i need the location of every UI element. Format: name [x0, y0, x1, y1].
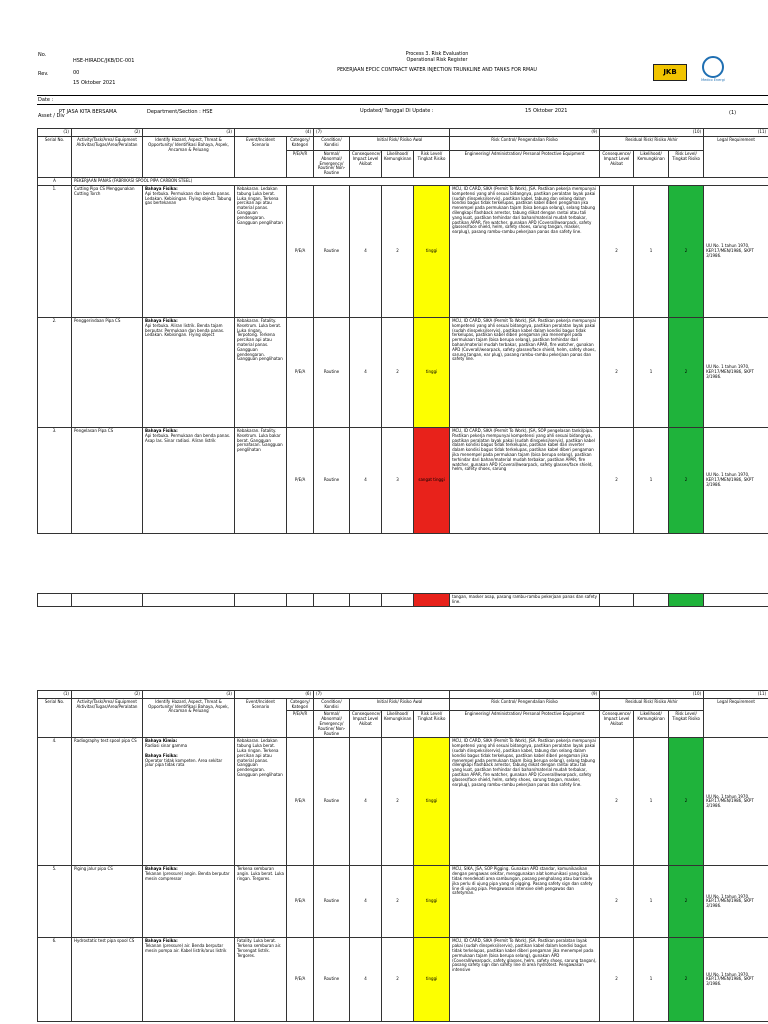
- col-num: (2): [72, 129, 143, 137]
- row-legal: UU No. 1 tahun 1970, KEP.17/MEN/1986, SKPT 3/1986.: [704, 938, 768, 1022]
- row-category: P/E/A: [287, 938, 314, 1022]
- risk-register-table-1: [37, 128, 768, 534]
- header-residual-consequence: Consequence/ Impact Level Akibat: [600, 151, 634, 178]
- row-legal: UU No. 1 tahun 1970, KEP.17/MEN/1986, SKPT 3/1986.: [704, 866, 768, 938]
- row-event: Kebakaran. Fatality. Kesetrum. Luka bakar berat. Gangguan pernafasan. Gangguan penglihatan: [235, 427, 287, 533]
- row-controls: MCU, ID CARD, SIKA (Permit To Work), JSA. Pastikan pekerja mempunyai kompetensi yang ahli sesuai bidangnya, pastikan peralatan layak pakai (sudah dinspeksi/servis), pastikan kabel, tabung dan selang dalam kondisi bagus tidak terkelupas, pastikan kabel diberi pengaman jika menempel pada permukaan tajam (bisa berupa selang), selang tabung dilengkapi flashback arrestor, tabung diikat dengan rantai atau tali yang kuat, pastikan terhindar dari bahan/material mudah terbakar, pastikan APAR, fire watcher, gunakan APD (Coverall/wearpack, safety glasses/face shield, helm, safety shoes, sarung tangan, masker, earplug), pasang rambu-rambu pekerjaan panas dan safety line.: [450, 185, 600, 317]
- row-consequence: 4: [350, 866, 382, 938]
- col-num: (9): [450, 691, 600, 699]
- header-condition: Condition/ Kondisi: [314, 698, 350, 711]
- row-risk-level: tinggi: [414, 317, 450, 427]
- row-residual-consequence: 2: [600, 938, 634, 1022]
- hazard-type: Bahaya Fisika:: [145, 317, 178, 323]
- row-activity: Piging jalur pipa CS: [72, 866, 143, 938]
- row-condition: Routine: [314, 427, 350, 533]
- table-row: [38, 738, 768, 866]
- medco-logo-text: Medco Energi: [701, 78, 725, 82]
- row-likelihood: 3: [382, 427, 414, 533]
- header-residual-risk: Residual Risk/ Risiko Akhir: [600, 698, 704, 711]
- row-hazard: [143, 427, 235, 533]
- col-num: (4): [235, 129, 314, 137]
- table-row: [38, 317, 768, 427]
- header-divider: [37, 95, 768, 96]
- col-num: (1): [38, 691, 72, 699]
- row-likelihood: 2: [382, 185, 414, 317]
- col-num: (10): [600, 691, 704, 699]
- updated-label: Updated/ Tanggal Di Update :: [360, 108, 434, 114]
- row-activity: Penggerindaan Pipa CS: [72, 317, 143, 427]
- row-category: P/E/A: [287, 185, 314, 317]
- row-condition: Routine: [314, 185, 350, 317]
- row-residual-risk: 2: [669, 738, 704, 866]
- row-risk-level: tinggi: [414, 185, 450, 317]
- row-residual-risk: 2: [669, 866, 704, 938]
- row-residual-likelihood: 1: [634, 866, 669, 938]
- header-legal: Legal Requirement: [704, 698, 768, 738]
- hazard-type: Bahaya Fisika:: [145, 866, 178, 872]
- row-residual-risk: 2: [669, 427, 704, 533]
- row-risk-level: sangat tinggi: [414, 427, 450, 533]
- asset-label: Asset / Div: [38, 113, 65, 119]
- row-residual-consequence: 2: [600, 738, 634, 866]
- table-row: [38, 427, 768, 533]
- document-page: [37, 0, 768, 1024]
- header-consequence: Consequence/ Impact Level Akibat: [350, 151, 382, 178]
- row-consequence: 4: [350, 938, 382, 1022]
- jkb-logo: JKB: [653, 64, 687, 81]
- row-residual-risk: 2: [669, 938, 704, 1022]
- col-num: (6): [235, 691, 314, 699]
- rev-value: 00: [73, 70, 80, 76]
- row-likelihood: 2: [382, 317, 414, 427]
- row-category: P/E/A: [287, 866, 314, 938]
- header-hazard: Identify Hazard, Aspect, Threat & Opportunity/ Identifikasi Bahaya, Aspek, Ancaman & Peluang: [143, 698, 235, 738]
- section-code: A: [38, 177, 72, 185]
- row-event: Kebakaran. Ledakan tabung Luka berat. Luka ringan. Terkena percikan api atau material panas. Gangguan pendengaran. Gangguan penglihatan: [235, 185, 287, 317]
- row-event: Kebakaran. Ledakan tabung Luka berat. Luka ringan. Terkena percikan api atau material panas. Gangguan pendengaran. Gangguan penglihatan: [235, 738, 287, 866]
- header-category: Category/ Kategori: [287, 698, 314, 711]
- header-controls-sub: Engineering/ Administration/ Personal Protective Equipment: [450, 151, 600, 178]
- hazard-type: Bahaya Kimia:: [145, 738, 178, 744]
- row-condition: Routine: [314, 317, 350, 427]
- row-hazard: [143, 738, 235, 866]
- row-risk-level: tinggi: [414, 938, 450, 1022]
- row-likelihood: 2: [382, 866, 414, 938]
- row-likelihood: 2: [382, 938, 414, 1022]
- header-risk-level: Risk Level/ Tingkat Risiko: [414, 711, 450, 738]
- header-residual-risk-level: Risk Level/ Tingkat Risiko: [669, 711, 704, 738]
- row-serial: 5.: [38, 866, 72, 938]
- row-residual-consequence: 2: [600, 427, 634, 533]
- row-risk-level: tinggi: [414, 738, 450, 866]
- row-residual-risk: 2: [669, 317, 704, 427]
- rev-date: 15 Oktober 2021: [73, 80, 116, 86]
- header-condition: Condition/ Kondisi: [314, 137, 350, 151]
- row-category: P/E/A: [287, 317, 314, 427]
- col-num: (1): [38, 129, 72, 137]
- row-event: Kebakaran. Fatality. Kesetrum. Luka berat. Luka ringan. Terpotong. Terkena percikan api atau material panas. Gangguan pendengaran. Gangguan penglihatan: [235, 317, 287, 427]
- row-serial: 4.: [38, 738, 72, 866]
- row-risk-level: [414, 594, 450, 607]
- risk-register-table-2: [37, 690, 768, 1022]
- row-residual-consequence: 2: [600, 317, 634, 427]
- col-num: (3): [143, 691, 235, 699]
- header-event: Event/Incident Scenario: [235, 137, 287, 178]
- header-likelihood: Likelihood/ Kemungkinan: [382, 151, 414, 178]
- rev-label: Rev.: [38, 71, 49, 77]
- table-row: [38, 185, 768, 317]
- row-hazard: [143, 185, 235, 317]
- department: Department/Section : HSE: [147, 109, 213, 115]
- header-activity: Activity/Task/Area/ Equipment Aktivitas/Tugas/Area/Peralatan: [72, 698, 143, 738]
- row-condition: Routine: [314, 938, 350, 1022]
- row-hazard: [143, 317, 235, 427]
- hazard-type: Bahaya Fisika:: [145, 752, 178, 758]
- hazard-list: Operator tidak kompeten. Area sekitar jalur pipa tidak rata: [145, 757, 223, 768]
- row-legal: UU No. 1 tahun 1970, KEP.17/MEN/1986, SKPT 3/1986.: [704, 738, 768, 866]
- page-number: (1): [729, 110, 737, 116]
- row-controls: MCU, SIKA, JSA, SOP Pigging. Gunakan APD standar, komunikasikan dengan pengawas sekitar, menggunakan alat komunikasi yang baik, tidak mendekati area sambungan, pasang penghalang atau barricade jika perlu di ujung pipa yang di pigging. Pasang safety sign dan safety line di ujung pipa. Pengawasan intensive oleh pengawas dan safetyman.: [450, 866, 600, 938]
- doc-no-value: HSE-HIRADC/JKB/DC-001: [73, 58, 135, 64]
- row-legal: UU No. 1 tahun 1970, KEP.17/MEN/1986, SKPT 3/1986.: [704, 185, 768, 317]
- title-line-1: Process 3. Risk Evaluation: [405, 52, 469, 57]
- col-num: (9): [450, 129, 600, 137]
- header-residual-risk-level: Risk Level/ Tingkat Risiko: [669, 151, 704, 178]
- title-line-2: Operational Risk Register: [406, 57, 468, 63]
- row-consequence: 4: [350, 317, 382, 427]
- row-hazard: [143, 938, 235, 1022]
- header-controls-sub: Engineering/ Administration/ Personal Protective Equipment: [450, 711, 600, 738]
- header-activity: Activity/Task/Area/ Equipment Aktivitas/Tugas/Area/Peralatan: [72, 137, 143, 178]
- row-residual-likelihood: 1: [634, 185, 669, 317]
- row-residual-consequence: 2: [600, 866, 634, 938]
- row-event: Fatality. Luka berat. Terkena semburan air. Tersengat listrik. Tergores.: [235, 938, 287, 1022]
- row-legal: UU No. 1 tahun 1970, KEP.17/MEN/1986, SKPT 3/1986.: [704, 317, 768, 427]
- row-activity: Pengelasan Pipa CS: [72, 427, 143, 533]
- header-residual-consequence: Consequence/ Impact Level Akibat: [600, 711, 634, 738]
- header-initial-risk: Initial Risk/ Risiko Awal: [350, 137, 450, 151]
- section-row: [38, 177, 768, 185]
- col-num: (7): [314, 691, 450, 699]
- row-category: P/E/A: [287, 427, 314, 533]
- row-controls: MCU, ID CARD, SIKA (Permit To Work), JSA, SOP pengelasan tanki/pipa. Pastikan pekerja mempunyai kompetensi yang ahli sesuai bidangnya, pastikan peralatan layak pakai (sudah dinspeksi/servis), pastikan kabel dalam kondisi bagus tidak terkelupas, pastikan kabel dan inverter dalam kondisi bagus tidak terkelupas, pastikan kabel diberi pengaman jika menempel pada permukaan tajam (bisa berupa selang), pastikan terhindar dari bahan/material mudah terbakar, pastikan APAR, fire watcher, gunakan APD (Coverall/wearpack, safety glasses/face shield, helm, safety shoes, sarung: [450, 427, 600, 533]
- hazard-type: Bahaya Fisika:: [145, 938, 178, 944]
- row-controls: MCU, ID CARD, SIKA (Permit To Work), JSA. Pastikan pekerja mempunyai kompetensi yang ahli sesuai bidangnya, pastikan peralatan layak pakai (sudah dinspeksi/servis), pastikan kabel, tabung dan selang dalam kondisi bagus tidak terkelupas, pastikan kabel diberi pengaman jika menempel pada permukaan tajam (bisa berupa selang), selang tabung dilengkapi flashback arrestor, tabung diikat dengan rantai atau tali yang kuat, pastikan terhindar dari bahan/material mudah terbakar, pastikan APAR, fire watcher, gunakan APD (Coverall/wearpack, safety glasses/face shield, helm, safety shoes, sarung tangan, masker, earplug), pasang rambu-rambu pekerjaan panas dan safety line.: [450, 738, 600, 866]
- header-consequence: Consequence/ Impact Level Akibat: [350, 711, 382, 738]
- row-controls: MCU, ID CARD, SIKA (Permit To Work), JSA. Pastikan peralatan layak pakai (sudah dinspeksi/servis), pastikan kabel dalam kondisi bagus tidak terkelupas, pastikan kabel diberi pengaman jika menempel pada permukaan tajam (bisa berupa selang), gunakan APD (Coverall/wearpack, safety glasses, helm, safety shoes, sarung tangan), pasang safety sign dan safety line di area hydrotest. Pengawasan intensive: [450, 938, 600, 1022]
- header-category-sub: P/E/A/R: [287, 151, 314, 178]
- hazard-list: Tekanan (pressure) air. Benda berputar mesin pompa air. Kabel listrik/arus listrik: [145, 943, 227, 953]
- header-residual-likelihood: Likelihood/ Kemungkinan: [634, 711, 669, 738]
- table-row: [38, 594, 768, 607]
- header-divider: [37, 104, 768, 105]
- hazard-list: Tekanan (pressure) angin. Benda berputar mesin compressor: [145, 871, 230, 881]
- row-category: P/E/A: [287, 738, 314, 866]
- header-category: Category/ Kategori: [287, 137, 314, 151]
- row-serial: 1.: [38, 185, 72, 317]
- row-residual-risk: 2: [669, 185, 704, 317]
- row-consequence: 4: [350, 185, 382, 317]
- header-residual-risk: Residual Risk/ Risiko Akhir: [600, 137, 704, 151]
- col-num: (10): [600, 129, 704, 137]
- hazard-list: Radiasi sinar gamma: [145, 743, 188, 749]
- medco-logo: [693, 56, 733, 84]
- header-condition-sub: Normal/ Abnormal/ Emergency/ Routine/ Non-Routine: [314, 711, 350, 738]
- header-initial-risk: Initial Risk/ Risiko Awal: [350, 698, 450, 711]
- col-num: (11): [704, 129, 768, 137]
- header-event: Event/Incident Scenario: [235, 698, 287, 738]
- hazard-type: Bahaya Fisika:: [145, 185, 178, 191]
- row-residual-likelihood: 1: [634, 427, 669, 533]
- header-serial: Serial No.: [38, 137, 72, 178]
- header-category-sub: P/E/A/R: [287, 711, 314, 738]
- row-serial: 3.: [38, 427, 72, 533]
- row-residual-likelihood: 1: [634, 317, 669, 427]
- row-activity: Cutting Pipa CS Menggunakan Cutting Torch: [72, 185, 143, 317]
- col-num: (3): [143, 129, 235, 137]
- table-row: [38, 866, 768, 938]
- row-residual-consequence: 2: [600, 185, 634, 317]
- row-hazard: [143, 866, 235, 938]
- row-event: Terkena semburan angin. Luka berat. Luka ringan. Tergores.: [235, 866, 287, 938]
- asset-value: PT JASA KITA BERSAMA: [59, 109, 117, 115]
- col-num: (7): [314, 129, 450, 137]
- row-residual-risk: [669, 594, 704, 607]
- hazard-list: Api terbuka. Aliran listrik. Benda tajam berputar. Permukaan dan benda panas. Ledakan. Kebisingan. Flying object: [145, 322, 225, 338]
- row-condition: Routine: [314, 866, 350, 938]
- date-label: Date :: [38, 97, 54, 103]
- row-activity: Hydrostatic test pipa spool CS: [72, 938, 143, 1022]
- doc-no-label: No.: [38, 52, 47, 58]
- row-consequence: 4: [350, 738, 382, 866]
- header-risk-level: Risk Level/ Tingkat Risiko: [414, 151, 450, 178]
- row-continuation-table: [37, 593, 768, 607]
- medco-logo-icon: [702, 56, 724, 78]
- row-activity: Radiography test spool pipa CS: [72, 738, 143, 866]
- row-controls-continued: tangan, masker asap, pasang rambu-rambu pekerjaan panas dan safety line.: [450, 594, 600, 607]
- section-title: PEKERJAAN PANAS (FABRIKASI SPOOL PIPA CARBON STEEL): [72, 177, 768, 185]
- header-controls: Risk Control/ Pengendalian Risiko: [450, 698, 600, 711]
- hazard-list: Api terbuka. Permukaan dan benda panas. Ledakan. Kebisingan. Flying object. Tabung gas bertekanan: [145, 190, 232, 206]
- row-likelihood: 2: [382, 738, 414, 866]
- col-num: (2): [72, 691, 143, 699]
- row-consequence: 4: [350, 427, 382, 533]
- row-risk-level: tinggi: [414, 866, 450, 938]
- hazard-type: Bahaya Fisika:: [145, 427, 178, 433]
- row-condition: Routine: [314, 738, 350, 866]
- doc-title: [287, 52, 587, 74]
- header-likelihood: Likelihood/ Kemungkinan: [382, 711, 414, 738]
- header-controls: Risk Control/ Pengendalian Risiko: [450, 137, 600, 151]
- row-residual-likelihood: 1: [634, 738, 669, 866]
- row-controls: MCU, ID CARD, SIKA (Permit To Work), JSA. Pastikan pekerja mempunyai kompetensi yang ahli sesuai bidangnya, pastikan peralatan layak pakai (sudah dinspeksi/servis), pastikan kabel dalam kondisi bagus tidak terkelupas, pastikan kabel diberi pengaman jika menempel pada permukaan tajam (bisa berupa selang), pastikan terhindar dari bahan/material mudah terbakar, pastikan APAR, fire watcher, gunakan APD (Coverall/wearpack, safety glasses/face shield, helm, safety shoes, sarung tangan, ear plug), pasang rambu-rambu pekerjaan panas dan safety line.: [450, 317, 600, 427]
- col-num: (11): [704, 691, 768, 699]
- header-condition-sub: Normal/ Abnormal/ Emergency/ Routine/ Non-Routine: [314, 151, 350, 178]
- header-hazard: Identify Hazard, Aspect, Threat & Opportunity/ Identifikasi Bahaya, Aspek, Ancaman & Peluang: [143, 137, 235, 178]
- header-legal: Legal Requirement: [704, 137, 768, 178]
- header-serial: Serial No.: [38, 698, 72, 738]
- table-row: [38, 938, 768, 1022]
- updated-value: 15 Oktober 2021: [525, 108, 568, 114]
- row-serial: 6.: [38, 938, 72, 1022]
- header-residual-likelihood: Likelihood/ Kemungkinan: [634, 151, 669, 178]
- row-serial: 2.: [38, 317, 72, 427]
- row-residual-likelihood: 1: [634, 938, 669, 1022]
- hazard-list: Api terbuka. Permukaan dan benda panas. Asap las. Sinar radiasi. Aliran listrik: [145, 432, 231, 443]
- row-legal: UU No. 1 tahun 1970, KEP.17/MEN/1986, SKPT 3/1986.: [704, 427, 768, 533]
- title-line-3: PEKERJAAN EPCIC CONTRACT WATER INJECTION TRUNKLINE AND TANKS FOR RMAU: [337, 68, 537, 73]
